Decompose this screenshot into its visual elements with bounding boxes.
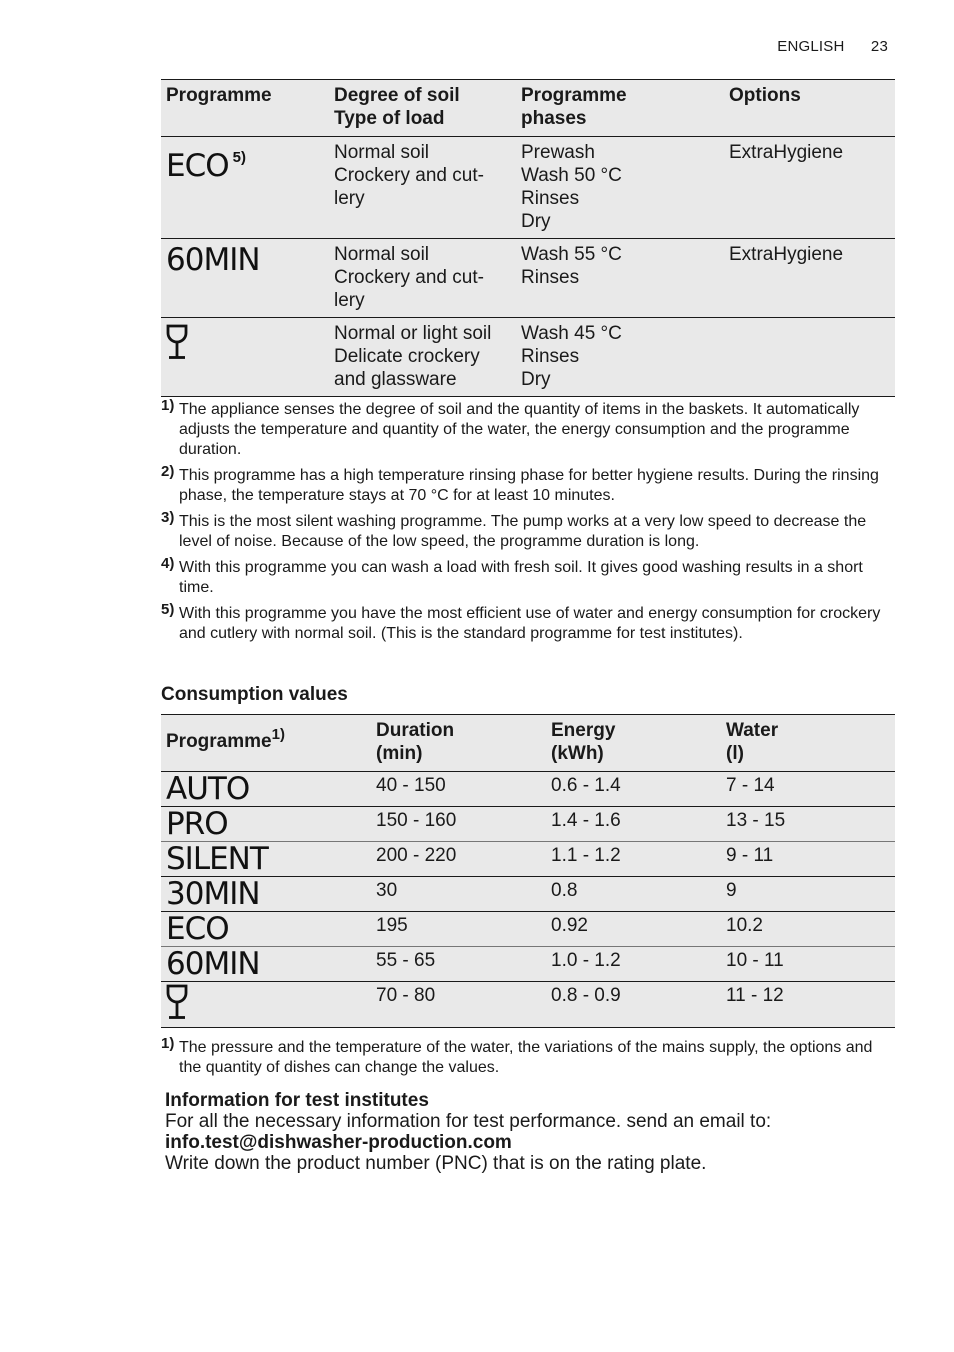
phase-line: Rinses	[521, 267, 580, 288]
programme-symbol	[161, 318, 329, 397]
soil-cell	[329, 318, 516, 397]
auto-symbol: AUTO	[161, 772, 371, 807]
page-header	[777, 38, 888, 55]
soil-line: Crockery and cut-	[334, 267, 484, 288]
glass-icon	[166, 984, 188, 1020]
phase-line: Dry	[521, 369, 551, 390]
options-cell	[724, 318, 895, 397]
silent-symbol: SILENT	[161, 842, 371, 877]
60min-symbol: 60MIN	[166, 242, 260, 278]
consumption-title: Consumption values	[161, 684, 348, 705]
soil-line: Normal or light soil	[334, 323, 492, 344]
water-cell: 7 - 14	[721, 772, 895, 807]
duration-cell: 55 - 65	[371, 947, 546, 982]
duration-cell: 200 - 220	[371, 842, 546, 877]
soil-line: Normal soil	[334, 142, 430, 163]
energy-cell: 0.92	[546, 912, 721, 947]
soil-line: lery	[334, 290, 365, 311]
table-row	[161, 947, 895, 982]
info-line: For all the necessary information for test performance. send an email to:	[165, 1111, 772, 1132]
table-row	[161, 318, 895, 397]
table-row	[161, 807, 895, 842]
info-email: info.test@dishwasher-production.com	[165, 1132, 512, 1153]
duration-cell: 150 - 160	[371, 807, 546, 842]
footnote-text: The pressure and the temperature of the water, the variations of the mains supply, the options and the quantity of dishes can change the values.	[179, 1039, 873, 1076]
page-number: 23	[870, 38, 888, 55]
energy-cell: 0.6 - 1.4	[546, 772, 721, 807]
programme-symbol	[161, 239, 329, 318]
footnote	[161, 555, 895, 598]
footnote-text: With this programme you can wash a load with fresh soil. It gives good washing results in a short time.	[179, 559, 863, 596]
header-soil: Degree of soil Type of load	[329, 80, 516, 137]
header-options: Options	[724, 80, 895, 137]
soil-line: lery	[334, 188, 365, 209]
footnote-text: This is the most silent washing programme. The pump works at a very low speed to decrease the level of noise. Because of the low speed, the programme duration is long.	[179, 513, 867, 550]
phase-line: Rinses	[521, 188, 580, 209]
footnote	[161, 601, 895, 644]
options-cell: ExtraHygiene	[724, 239, 895, 318]
water-cell: 9	[721, 877, 895, 912]
programme-symbol	[161, 982, 371, 1028]
table-row	[161, 982, 895, 1028]
header-phases: Programme phases	[516, 80, 724, 137]
soil-line: Delicate crockery	[334, 346, 480, 367]
footnote	[161, 397, 895, 460]
60min-symbol: 60MIN	[161, 947, 371, 982]
soil-line: and glassware	[334, 369, 457, 390]
table-row	[161, 137, 895, 239]
glass-icon	[166, 324, 188, 360]
table-row	[161, 772, 895, 807]
footnote	[161, 1035, 895, 1078]
phase-line: Wash 50 °C	[521, 165, 622, 186]
energy-cell: 1.4 - 1.6	[546, 807, 721, 842]
phases-cell	[516, 318, 724, 397]
header-programme	[161, 715, 371, 772]
energy-cell: 1.0 - 1.2	[546, 947, 721, 982]
water-cell: 10.2	[721, 912, 895, 947]
phases-cell	[516, 137, 724, 239]
footnote-ref: 1)	[271, 726, 285, 743]
table-row	[161, 239, 895, 318]
consumption-table-header	[161, 715, 895, 772]
30min-symbol: 30MIN	[161, 877, 371, 912]
phase-line: Dry	[521, 211, 551, 232]
water-cell: 9 - 11	[721, 842, 895, 877]
language-label: ENGLISH	[777, 38, 845, 55]
energy-cell: 1.1 - 1.2	[546, 842, 721, 877]
eco-symbol: ECO	[166, 148, 229, 184]
table-row	[161, 842, 895, 877]
duration-cell: 30	[371, 877, 546, 912]
footnotes-consumption	[161, 1035, 895, 1084]
footnote-mark: 1)	[161, 397, 175, 414]
table-row	[161, 877, 895, 912]
phase-line: Wash 55 °C	[521, 244, 622, 265]
energy-cell: 0.8	[546, 877, 721, 912]
test-institutes-info	[165, 1090, 771, 1174]
footnote-text: This programme has a high temperature rinsing phase for better hygiene results. During the rinsing phase, the temperature stays at 70 °C for at least 10 minutes.	[179, 467, 879, 504]
water-cell: 13 - 15	[721, 807, 895, 842]
programme-table-header	[161, 80, 895, 137]
table-row	[161, 912, 895, 947]
header-duration: Duration (min)	[371, 715, 546, 772]
soil-cell	[329, 239, 516, 318]
eco-symbol: ECO	[161, 912, 371, 947]
footnote-ref: 5)	[232, 149, 246, 166]
footnote	[161, 509, 895, 552]
duration-cell: 40 - 150	[371, 772, 546, 807]
consumption-table	[161, 714, 895, 1028]
footnotes-programmes	[161, 397, 895, 650]
phases-cell	[516, 239, 724, 318]
footnote-mark: 5)	[161, 601, 175, 618]
info-title: Information for test institutes	[165, 1090, 429, 1111]
header-programme: Programme	[161, 80, 329, 137]
programme-symbol	[161, 137, 329, 239]
duration-cell: 195	[371, 912, 546, 947]
header-water: Water (l)	[721, 715, 895, 772]
options-cell: ExtraHygiene	[724, 137, 895, 239]
footnote-mark: 3)	[161, 509, 175, 526]
water-cell: 10 - 11	[721, 947, 895, 982]
footnote-text: The appliance senses the degree of soil and the quantity of items in the baskets. It automatically adjusts the temperature and quantity of the water, the energy consumption and the programme duration.	[179, 401, 860, 458]
phase-line: Rinses	[521, 346, 580, 367]
info-line: Write down the product number (PNC) that is on the rating plate.	[165, 1153, 707, 1174]
soil-cell	[329, 137, 516, 239]
programme-table	[161, 79, 895, 397]
energy-cell: 0.8 - 0.9	[546, 982, 721, 1028]
pro-symbol: PRO	[161, 807, 371, 842]
footnote-mark: 4)	[161, 555, 175, 572]
duration-cell: 70 - 80	[371, 982, 546, 1028]
soil-line: Crockery and cut-	[334, 165, 484, 186]
water-cell: 11 - 12	[721, 982, 895, 1028]
soil-line: Normal soil	[334, 244, 430, 265]
header-programme-label: Programme	[166, 731, 272, 752]
footnote	[161, 463, 895, 506]
footnote-mark: 1)	[161, 1035, 175, 1052]
phase-line: Wash 45 °C	[521, 323, 622, 344]
phase-line: Prewash	[521, 142, 595, 163]
footnote-mark: 2)	[161, 463, 175, 480]
footnote-text: With this programme you have the most efficient use of water and energy consumption for crockery and cutlery with normal soil. (This is the standard programme for test institutes).	[179, 605, 881, 642]
header-energy: Energy (kWh)	[546, 715, 721, 772]
